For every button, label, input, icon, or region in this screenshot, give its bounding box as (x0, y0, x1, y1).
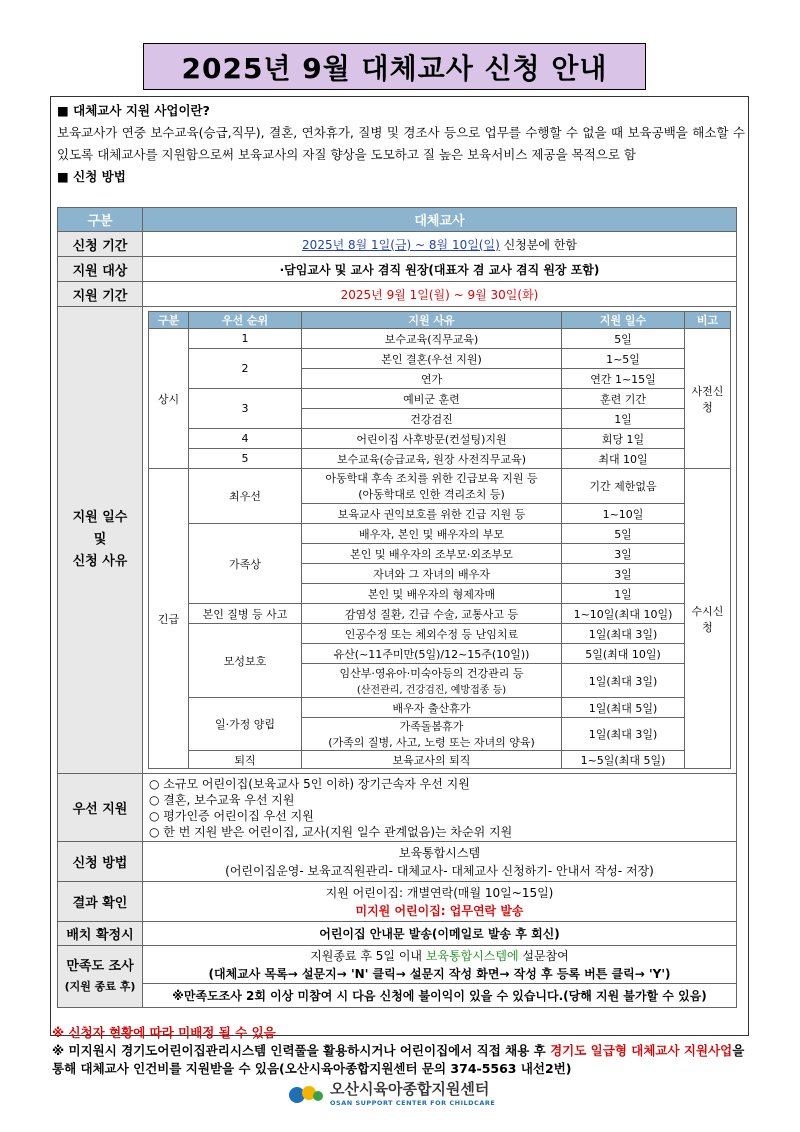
days-label-line1: 지원 일수 (72, 510, 128, 525)
days-table (148, 311, 731, 769)
survey-label-line1: 만족도 조사 (66, 958, 134, 974)
assign-label: 배치 확정시 (58, 922, 143, 946)
table-row: 1~10일 (562, 504, 685, 524)
survey-label-line2: (지원 종료 후) (64, 979, 136, 993)
method-cell (143, 842, 737, 882)
note-2-a: ※ 미지원시 경기도어린이집관리시스템 인력풀을 활용하시거나 어린이집에서 직접 채용 후 (52, 1043, 551, 1058)
table-row: 3일 (562, 544, 685, 564)
priority-cell (143, 774, 737, 842)
notes-section (52, 1024, 752, 1078)
top1-reason-sub: (아동학대로 인한 격리조치 등) (358, 488, 505, 501)
table-row: 감염성 질환, 긴급 수술, 교통사고 등 (302, 604, 562, 624)
table-row (302, 718, 562, 751)
table-row: 퇴직 (189, 751, 302, 769)
regular-note: 사전신청 (685, 329, 731, 469)
family-label: 가족상 (189, 524, 302, 604)
table-row: 배우자, 본인 및 배우자의 부모 (302, 524, 562, 544)
table-row: 유산(~11주미만(5일)/12~15주(10일)) (302, 644, 562, 664)
table-row: 5일 (562, 329, 685, 349)
priority-item: ○ 소규모 어린이집(보육교사 5인 이하) 장기근속자 우선 지원 (149, 776, 470, 791)
table-row: 보수교육(승급교육, 원장 사전직무교육) (302, 449, 562, 469)
table-row: 1일(최대 3일) (562, 664, 685, 698)
table-row: 최대 10일 (562, 449, 685, 469)
intro-heading: ■ 대체교사 지원 사업이란? (57, 103, 210, 118)
apply-period-cell (143, 232, 737, 257)
apply-period-suffix: 신청분에 한함 (499, 237, 577, 252)
mat3-reason: 임산부·영유아·미숙아등의 건강관리 등 (339, 667, 524, 680)
note-2-c: 을 통해 대체교사 인건비를 지원받을 수 있음(오산시육아종합지원센터 문의 374-5563 내선2번) (52, 1043, 745, 1076)
method-line1: 보육통합시스템 (398, 845, 481, 860)
result-label: 결과 확인 (58, 882, 143, 922)
work2-reason-sub: (가족의 질병, 사고, 노령 또는 자녀의 양육) (328, 736, 535, 749)
table-row: 어린이집 사후방문(컨설팅)지원 (302, 429, 562, 449)
worklife-label: 일·가정 양립 (189, 698, 302, 751)
table-row: 회당 1일 (562, 429, 685, 449)
maternity-label: 모성보호 (189, 624, 302, 698)
priority-item: ○ 평가인증 어린이집 우선 지원 (149, 808, 314, 823)
survey-cell (143, 946, 737, 984)
target-value: ·담임교사 및 교사 겸직 원장(대표자 겸 교사 겸직 원장 포함) (143, 257, 737, 282)
table-row: 건강검진 (302, 409, 562, 429)
footer-logo (288, 1078, 495, 1107)
inner-header-days: 지원 일수 (562, 312, 685, 329)
table-row: 1일(최대 3일) (562, 624, 685, 644)
table-row: 예비군 훈련 (302, 389, 562, 409)
table-row: 자녀와 그 자녀의 배우자 (302, 564, 562, 584)
inner-header-reason: 지원 사유 (302, 312, 562, 329)
mat3-reason-sub: (산전관리, 건강검진, 예방접종 등) (356, 685, 507, 696)
table-row: 연간 1~15일 (562, 369, 685, 389)
info-table (57, 207, 737, 1008)
priority-item: ○ 결혼, 보수교육 우선 지원 (149, 792, 295, 807)
emergency-label: 긴급 (149, 469, 189, 769)
center-name: 오산시육아종합지원센터 (330, 1080, 490, 1098)
method-heading: ■ 신청 방법 (57, 169, 126, 184)
table-row: 본인 질병 등 사고 (189, 604, 302, 624)
table-row: 보수교육(직무교육) (302, 329, 562, 349)
table-row: 보육교사의 퇴직 (302, 751, 562, 769)
survey-label (58, 946, 143, 1008)
table-row: 3 (189, 389, 302, 429)
target-label: 지원 대상 (58, 257, 143, 282)
table-row: 3일 (562, 564, 685, 584)
survey-line2: (대체교사 목록→ 설문지→ 'N' 클릭→ 설문지 작성 화면→ 작성 후 등록 버튼 클릭→ 'Y') (208, 966, 671, 981)
page-title: 2025년 9월 대체교사 신청 안내 (143, 43, 646, 90)
intro-section (57, 100, 745, 188)
regular-label: 상시 (149, 329, 189, 469)
table-row: 5일(최대 10일) (562, 644, 685, 664)
table-row: 1일 (562, 584, 685, 604)
apply-period-label: 신청 기간 (58, 232, 143, 257)
table-row: 1일 (562, 409, 685, 429)
days-label-line3: 신청 사유 (72, 554, 128, 569)
table-row: 2 (189, 349, 302, 389)
support-period-label: 지원 기간 (58, 282, 143, 307)
survey-line1-b: 보육통합시스템에 (425, 948, 519, 963)
result-cell (143, 882, 737, 922)
table-row: 배우자 출산휴가 (302, 698, 562, 718)
inner-header-category: 구분 (149, 312, 189, 329)
table-row: 본인 및 배우자의 형제자매 (302, 584, 562, 604)
survey-line1 (146, 947, 733, 965)
table-row: 본인 및 배우자의 조부모·외조부모 (302, 544, 562, 564)
survey-line1-c: 설문참여 (518, 948, 569, 963)
inner-header-priority: 우선 순위 (189, 312, 302, 329)
support-period-value: 2025년 9월 1일(월) ~ 9월 30일(화) (143, 282, 737, 307)
table-row: 훈련 기간 (562, 389, 685, 409)
result-line2: 미지원 어린이집: 업무연락 발송 (355, 903, 524, 918)
table-row: 1~5일(최대 5일) (562, 751, 685, 769)
col-header-category: 구분 (58, 208, 143, 232)
days-label-line2: 및 (93, 532, 107, 547)
table-row: 1일(최대 3일) (562, 718, 685, 751)
emergency-note: 수시신청 (685, 469, 731, 769)
table-row: 최우선 (189, 469, 302, 524)
table-row: 1~5일 (562, 349, 685, 369)
method-label: 신청 방법 (58, 842, 143, 882)
table-row (302, 469, 562, 504)
assign-value: 어린이집 안내문 발송(이메일로 발송 후 회신) (143, 922, 737, 946)
survey-line1-a: 지원종료 후 5일 이내 (310, 948, 426, 963)
table-row: 5일 (562, 524, 685, 544)
table-row: 1~10일(최대 10일) (562, 604, 685, 624)
top1-reason: 아동학대 후속 조치를 위한 긴급보육 지원 등 (325, 472, 538, 485)
priority-label: 우선 지원 (58, 774, 143, 842)
col-header-substitute: 대체교사 (143, 208, 737, 232)
table-row: 1일(최대 5일) (562, 698, 685, 718)
center-subtitle: OSAN SUPPORT CENTER FOR CHILDCARE (330, 1099, 496, 1107)
table-row: 연가 (302, 369, 562, 389)
table-row: 5 (189, 449, 302, 469)
method-line2: (어린이집운영- 보육교직원관리- 대체교사- 대체교사 신청하기- 안내서 작성- 저장) (225, 863, 654, 878)
table-row: 4 (189, 429, 302, 449)
table-row: 보육교사 권익보호를 위한 긴급 지원 등 (302, 504, 562, 524)
table-row: 1 (189, 329, 302, 349)
result-line1: 지원 어린이집: 개별연락(매월 10일~15일) (325, 885, 554, 900)
days-cell (143, 307, 737, 774)
center-logo-icon (288, 1080, 324, 1106)
note-1: ※ 신청자 현황에 따라 미배정 될 수 있음 (52, 1025, 276, 1040)
intro-text: 보육교사가 연중 보수교육(승급,직무), 결혼, 연차휴가, 질병 및 경조사 등으로 업무를 수행할 수 없을 때 보육공백을 해소할 수 있도록 대체교사를 지원함으로써 보육교사의 자질 향상을 도모하고 질 높은 보육서비스 제공을 목적으로 함 (57, 125, 745, 162)
days-label (58, 307, 143, 774)
note-2 (52, 1042, 752, 1078)
apply-period-value: 2025년 8월 1일(금) ~ 8월 10일(일) (302, 237, 500, 252)
work2-reason: 가족돌봄휴가 (399, 720, 464, 733)
survey-note: ※만족도조사 2회 이상 미참여 시 다음 신청에 불이익이 있을 수 있습니다.(당해 지원 불가할 수 있음) (143, 984, 737, 1008)
table-row: 인공수정 또는 체외수정 등 난임치료 (302, 624, 562, 644)
priority-item: ○ 한 번 지원 받은 어린이집, 교사(지원 일수 관계없음)는 차순위 지원 (149, 824, 513, 839)
table-row: 본인 결혼(우선 지원) (302, 349, 562, 369)
table-row (302, 664, 562, 698)
note-2-b: 경기도 일급형 대체교사 지원사업 (550, 1043, 733, 1058)
table-row: 기간 제한없음 (562, 469, 685, 504)
inner-header-note: 비고 (685, 312, 731, 329)
